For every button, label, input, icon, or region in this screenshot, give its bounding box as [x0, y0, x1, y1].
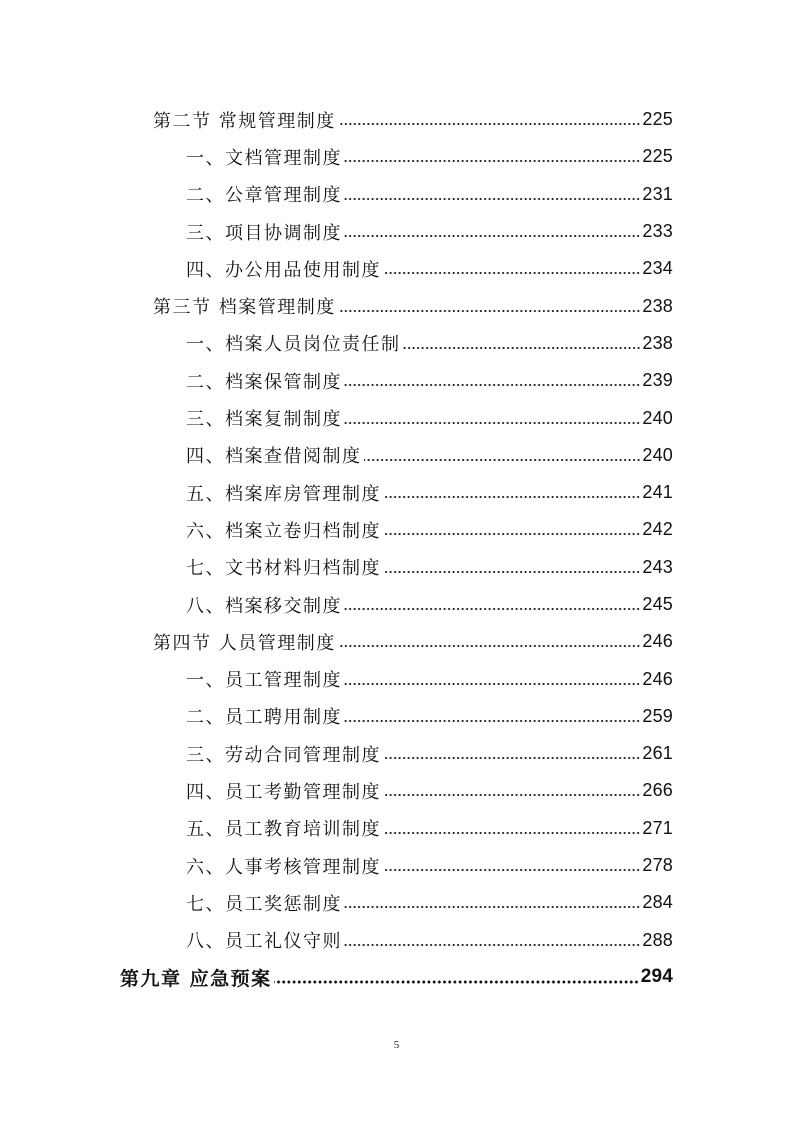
- toc-item-entry[interactable]: [0, 772, 793, 809]
- toc-entry-title: 八、员工礼仪守则: [186, 931, 342, 953]
- toc-dot-leader: [383, 793, 640, 797]
- toc-item-entry[interactable]: [0, 847, 793, 884]
- toc-entry-title: 第四节 人员管理制度: [153, 632, 336, 654]
- toc-dot-leader: [338, 309, 641, 313]
- toc-entry-title: 六、人事考核管理制度: [186, 856, 381, 878]
- toc-entry-title: 四、档案查借阅制度: [186, 446, 362, 468]
- toc-entry-title: 七、员工奖惩制度: [186, 893, 342, 915]
- toc-dot-leader: [383, 271, 640, 275]
- table-of-contents: [0, 101, 793, 996]
- toc-entry-page-number: 240: [642, 407, 673, 428]
- toc-item-entry[interactable]: [0, 511, 793, 548]
- toc-item-entry[interactable]: [0, 138, 793, 175]
- toc-entry-page-number: 240: [642, 444, 673, 465]
- toc-entry-title: 二、公章管理制度: [186, 185, 342, 207]
- toc-entry-page-number: 284: [642, 892, 673, 913]
- toc-entry-title: 二、档案保管制度: [186, 371, 342, 393]
- toc-dot-leader: [383, 495, 640, 499]
- toc-entry-page-number: 242: [642, 519, 673, 540]
- toc-dot-leader: [338, 644, 641, 648]
- toc-item-entry[interactable]: [0, 660, 793, 697]
- toc-item-entry[interactable]: [0, 213, 793, 250]
- toc-item-entry[interactable]: [0, 362, 793, 399]
- toc-dot-leader: [344, 719, 640, 723]
- toc-entry-page-number: 238: [642, 295, 673, 316]
- toc-entry-title: 五、档案库房管理制度: [186, 483, 381, 505]
- toc-item-entry[interactable]: [0, 549, 793, 586]
- toc-dot-leader: [338, 122, 641, 126]
- toc-item-entry[interactable]: [0, 735, 793, 772]
- toc-entry-title: 一、档案人员岗位责任制: [186, 334, 401, 356]
- toc-entry-title: 第二节 常规管理制度: [153, 110, 336, 132]
- toc-entry-title: 一、员工管理制度: [186, 670, 342, 692]
- toc-dot-leader: [383, 570, 640, 574]
- toc-item-entry[interactable]: [0, 250, 793, 287]
- toc-entry-title: 七、文书材料归档制度: [186, 558, 381, 580]
- toc-item-entry[interactable]: [0, 586, 793, 623]
- toc-entry-page-number: 225: [642, 146, 673, 167]
- toc-section-entry[interactable]: [0, 101, 793, 138]
- toc-entry-page-number: 294: [640, 966, 673, 988]
- toc-dot-leader: [403, 346, 641, 350]
- toc-entry-title: 一、文档管理制度: [186, 147, 342, 169]
- toc-entry-page-number: 278: [642, 855, 673, 876]
- toc-dot-leader: [344, 421, 640, 425]
- toc-entry-page-number: 246: [642, 668, 673, 689]
- toc-item-entry[interactable]: [0, 399, 793, 436]
- toc-entry-title: 六、档案立卷归档制度: [186, 520, 381, 542]
- toc-entry-page-number: 261: [642, 743, 673, 764]
- toc-dot-leader: [344, 234, 640, 238]
- toc-entry-page-number: 245: [642, 594, 673, 614]
- toc-item-entry[interactable]: [0, 922, 793, 959]
- toc-entry-page-number: 271: [642, 817, 673, 838]
- toc-entry-page-number: 239: [642, 370, 673, 391]
- toc-entry-page-number: 238: [642, 332, 673, 353]
- toc-entry-title: 三、档案复制制度: [186, 409, 342, 431]
- toc-entry-title: 第三节 档案管理制度: [153, 297, 336, 319]
- toc-dot-leader: [344, 383, 640, 387]
- toc-entry-page-number: 259: [642, 705, 673, 726]
- toc-item-entry[interactable]: [0, 698, 793, 735]
- toc-dot-leader: [383, 756, 640, 760]
- toc-item-entry[interactable]: [0, 176, 793, 213]
- toc-item-entry[interactable]: [0, 884, 793, 921]
- toc-item-entry[interactable]: [0, 474, 793, 511]
- toc-entry-title: 八、档案移交制度: [186, 595, 342, 617]
- toc-entry-title: 三、劳动合同管理制度: [186, 744, 381, 766]
- toc-item-entry[interactable]: [0, 325, 793, 362]
- toc-dot-leader: [344, 943, 640, 947]
- toc-entry-title: 四、员工考勤管理制度: [186, 781, 381, 803]
- toc-entry-page-number: 243: [642, 556, 673, 577]
- toc-dot-leader: [344, 197, 640, 201]
- page-number: 5: [393, 1039, 400, 1051]
- toc-entry-page-number: 231: [642, 183, 673, 204]
- toc-dot-leader: [344, 905, 640, 909]
- toc-dot-leader: [344, 159, 640, 163]
- toc-entry-page-number: 233: [642, 221, 673, 242]
- toc-dot-leader: [383, 532, 640, 536]
- toc-dot-leader: [383, 831, 640, 835]
- toc-entry-page-number: 288: [642, 929, 673, 950]
- toc-entry-page-number: 246: [642, 631, 673, 652]
- toc-entry-page-number: 266: [642, 780, 673, 801]
- toc-chapter-entry[interactable]: [0, 959, 793, 996]
- toc-entry-title: 二、员工聘用制度: [186, 707, 342, 729]
- toc-entry-title: 五、员工教育培训制度: [186, 819, 381, 841]
- toc-dot-leader: [344, 682, 640, 686]
- toc-entry-page-number: 241: [642, 482, 673, 503]
- toc-entry-title: 第九章 应急预案: [120, 967, 272, 990]
- toc-entry-page-number: 225: [642, 109, 673, 130]
- toc-dot-leader: [344, 607, 640, 611]
- toc-entry-title: 三、项目协调制度: [186, 222, 342, 244]
- toc-item-entry[interactable]: [0, 437, 793, 474]
- toc-entry-title: 四、办公用品使用制度: [186, 259, 381, 281]
- toc-section-entry[interactable]: [0, 623, 793, 660]
- toc-dot-leader: [274, 980, 639, 984]
- toc-dot-leader: [364, 458, 641, 462]
- toc-entry-page-number: 234: [642, 258, 673, 279]
- toc-item-entry[interactable]: [0, 810, 793, 847]
- toc-dot-leader: [383, 868, 640, 872]
- toc-section-entry[interactable]: [0, 287, 793, 324]
